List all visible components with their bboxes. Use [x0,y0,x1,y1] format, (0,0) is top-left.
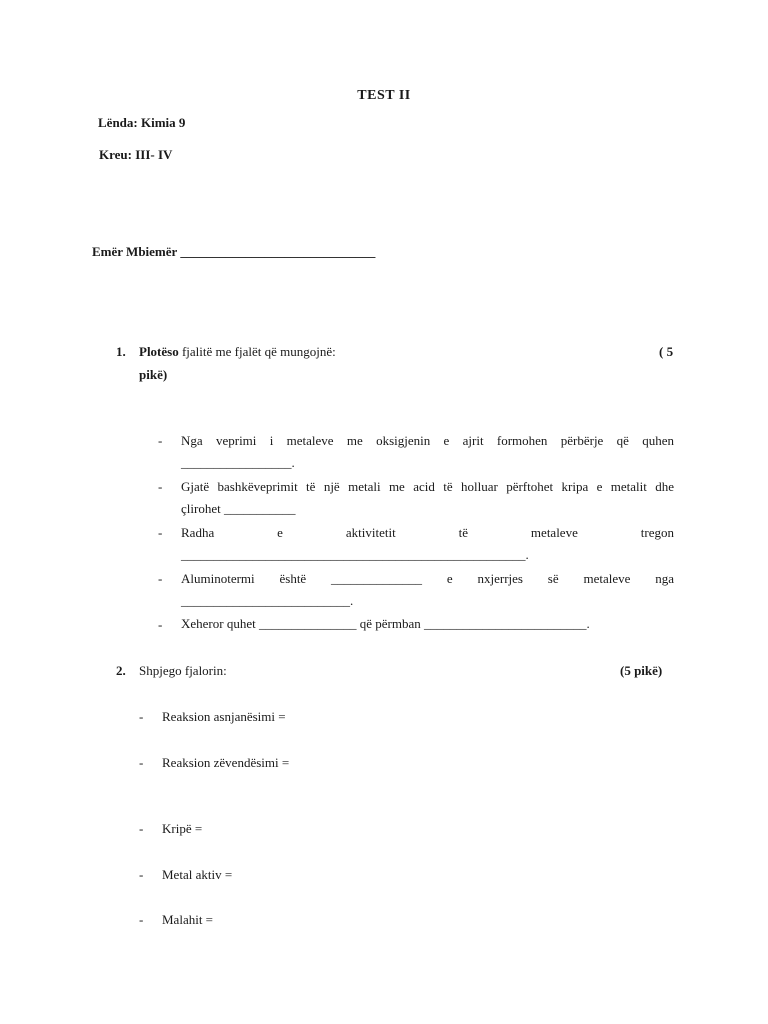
subject-label: Lënda: Kimia 9 [98,115,186,130]
q1-item-3-dash: - [158,525,163,540]
q2-item-5-text: Malahit = [162,912,214,927]
q1-item-1-line2: _________________. [181,455,295,470]
name-field-label: Emër Mbiemër ______________________________ [92,244,376,259]
q2-item-4-text: Metal aktiv = [162,867,233,882]
q1-number: 1. [116,344,126,359]
q1-item-4-dash: - [158,571,163,586]
q2-item-4-dash: - [139,867,144,882]
q2-item-1-text: Reaksion asnjanësimi = [162,709,286,724]
q2-item-1-dash: - [139,709,144,724]
q1-instruction-bold: Plotëso [139,344,179,359]
q1-item-3-line2: _____________________________________________________. [181,547,529,562]
q1-item-2-line2: çlirohet ___________ [181,501,296,516]
q1-item-2-line1: Gjatë bashkëveprimit të një metali me acid të holluar përftohet kripa e metalit dhe [181,479,674,494]
q1-instruction-rest: fjalitë me fjalët që mungojnë: [178,344,336,359]
q1-item-4-line2: __________________________. [181,593,354,608]
q2-number: 2. [116,663,126,678]
q2-item-3-dash: - [139,821,144,836]
q2-item-2-text: Reaksion zëvendësimi = [162,755,290,770]
q1-item-5-dash: - [158,617,163,632]
q2-item-3-text: Kripë = [162,821,203,836]
q1-item-2-dash: - [158,479,163,494]
q1-item-3-line1: Radha e aktivitetit të metaleve tregon [181,525,674,540]
q1-instruction [139,344,336,360]
page-title: TEST II [357,88,411,103]
q2-instruction: Shpjego fjalorin: [139,663,227,678]
q1-item-1-dash: - [158,433,163,448]
q1-item-1-line1: Nga veprimi i metaleve me oksigjenin e ajrit formohen përbërje që quhen [181,433,674,448]
q2-points: (5 pikë) [620,663,663,678]
q1-item-4-line1: Aluminotermi është ______________ e nxjerrjes së metaleve nga [181,571,674,586]
q1-item-5-line1: Xeheror quhet _______________ që përmban _________________________. [181,616,590,631]
q1-points-a: ( 5 [659,344,674,359]
q2-item-5-dash: - [139,912,144,927]
chapter-label: Kreu: III- IV [99,147,173,162]
q2-item-2-dash: - [139,755,144,770]
q1-points-b: pikë) [139,367,168,382]
